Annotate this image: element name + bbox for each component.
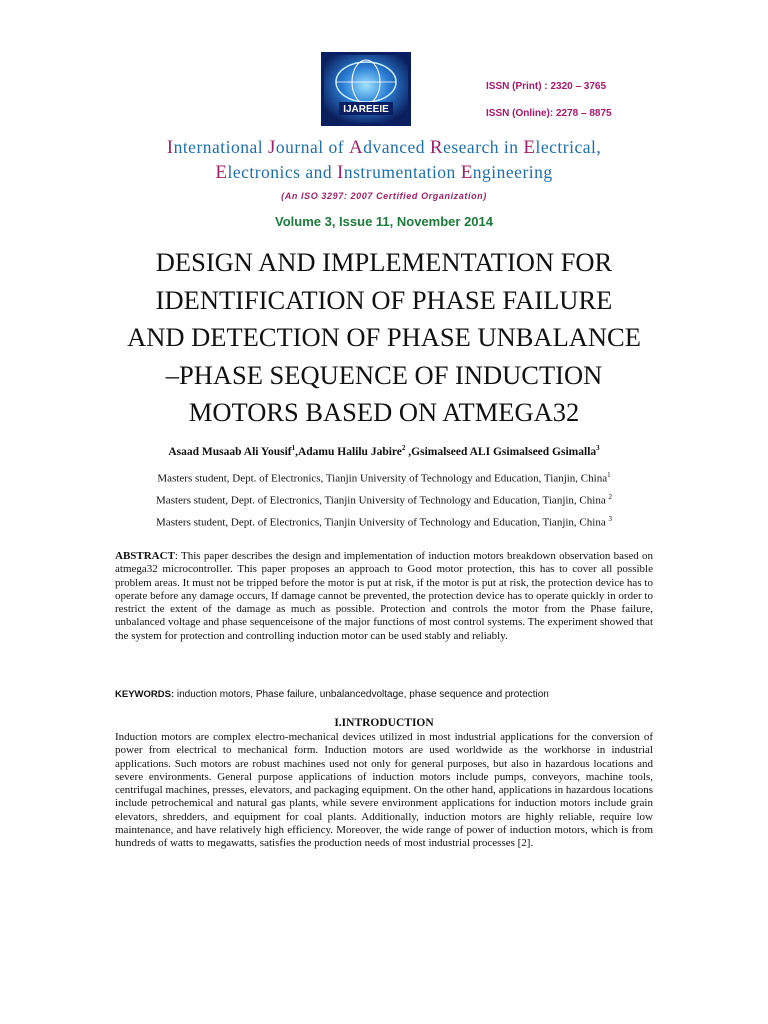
affiliation-2 — [0, 493, 768, 507]
journal-title-line-2 — [0, 160, 768, 185]
abstract — [115, 550, 653, 643]
issn-online: ISSN (Online): 2278 – 8875 — [486, 108, 612, 119]
title-line: IDENTIFICATION OF PHASE FAILURE — [155, 284, 613, 315]
affiliation-sup: 1 — [607, 471, 611, 479]
author-name: Asaad Musaab Ali Yousif — [168, 445, 292, 458]
affiliation-sup: 2 — [608, 493, 612, 501]
journal-title-capital: I — [337, 162, 344, 183]
author-name: Adamu Halilu Jabire — [297, 445, 402, 458]
author-sup: 2 — [401, 444, 406, 452]
title-line: DESIGN AND IMPLEMENTATION FOR — [155, 247, 613, 277]
author-separator: , — [405, 445, 412, 458]
journal-title — [0, 135, 768, 185]
affiliation-sup: 3 — [608, 515, 612, 523]
journal-title-capital: E — [215, 162, 228, 183]
keywords-label: KEYWORDS: — [115, 689, 175, 700]
title-line: –PHASE SEQUENCE OF INDUCTION — [165, 359, 603, 390]
author-sup: 3 — [596, 444, 600, 452]
journal-title-capital: E — [460, 162, 473, 183]
author-separator: , — [295, 445, 298, 458]
title-line: MOTORS BASED ON ATMEGA32 — [188, 397, 580, 427]
issn-print: ISSN (Print) : 2320 – 3765 — [486, 81, 607, 92]
affiliation-3 — [0, 515, 768, 529]
journal-title-word: dvanced — [363, 137, 430, 157]
journal-title-capital: R — [429, 137, 444, 158]
journal-title-capital: I — [166, 137, 174, 158]
title-line: AND DETECTION OF PHASE UNBALANCE — [127, 322, 641, 352]
keywords-text: induction motors, Phase failure, unbalancedvoltage, phase sequence and protection — [174, 689, 549, 700]
abstract-text: : This paper describes the design and implementation of induction motors breakdown observation based on atmega32 microcontroller. This paper proposes an approach to Good motor protection, this has to cover all possible problem areas. It must not be tripped before the motor is put at risk, if the motor is put at risk, the protection device has to operate before any damage occurs, If damage cannot be prevented, the protection device has to operate quickly in order to restrict the extent of the damage as much as possible. Protection and controls the motor from the Phase failure, unbalanced voltage and phase sequenceisone of the major functions of most control systems. The experiment showed that the system for protection and controlling induction motor can be used stably and reliably. — [115, 550, 653, 642]
section-heading-introduction: I.INTRODUCTION — [334, 717, 434, 729]
journal-title-word: ournal of — [275, 137, 349, 157]
journal-title-word: nstrumentation — [343, 162, 461, 182]
journal-title-word: esearch in — [443, 137, 524, 157]
author-name: Gsimalseed ALI Gsimalseed Gsimalla — [411, 445, 597, 458]
journal-title-capital: A — [348, 137, 364, 158]
affiliation-1 — [0, 471, 768, 485]
journal-title-word: nternational — [173, 137, 269, 157]
author-sup: 1 — [291, 444, 296, 452]
journal-title-capital: J — [268, 137, 276, 158]
affiliation-text: Masters student, Dept. of Electronics, Tianjin University of Technology and Education, Tianjin, China — [156, 494, 609, 507]
logo-text: IJAREEIE — [343, 104, 389, 115]
author-list — [0, 444, 768, 458]
journal-title-capital: E — [523, 137, 536, 158]
paper-title — [100, 244, 668, 432]
journal-title-word: lectronics and — [227, 162, 337, 182]
affiliation-text: Masters student, Dept. of Electronics, Tianjin University of Technology and Education, Tianjin, China — [156, 516, 609, 529]
journal-title-line-1 — [0, 135, 768, 160]
iso-certification: (An ISO 3297: 2007 Certified Organization) — [281, 191, 487, 201]
volume-issue: Volume 3, Issue 11, November 2014 — [275, 214, 493, 229]
journal-title-word: lectrical, — [535, 137, 602, 157]
abstract-label: ABSTRACT — [115, 550, 175, 562]
journal-logo — [321, 52, 411, 126]
journal-title-word: ngineering — [472, 162, 553, 182]
affiliation-text: Masters student, Dept. of Electronics, Tianjin University of Technology and Education, Tianjin, China — [157, 472, 608, 485]
keywords — [115, 688, 653, 700]
introduction-body: Induction motors are complex electro-mechanical devices utilized in most industrial applications for the conversion of power from electrical to mechanical form. Induction motors are used worldwide as the workhorse in industrial applications. Such motors are robust machines used not only for general purposes, but also in hazardous locations and severe environments. General purpose applications of induction motors include pumps, conveyors, machine tools, centrifugal machines, presses, elevators, and packaging equipment. On the other hand, applications in hazardous locations include petrochemical and natural gas plants, while severe environment applications for induction motors include grain elevators, shredders, and equipment for coal plants. Additionally, induction motors are highly reliable, require low maintenance, and have relatively high efficiency. Moreover, the wide range of power of induction motors, which is from hundreds of watts to megawatts, satisfies the production needs of most industrial processes [2]. — [115, 731, 653, 850]
